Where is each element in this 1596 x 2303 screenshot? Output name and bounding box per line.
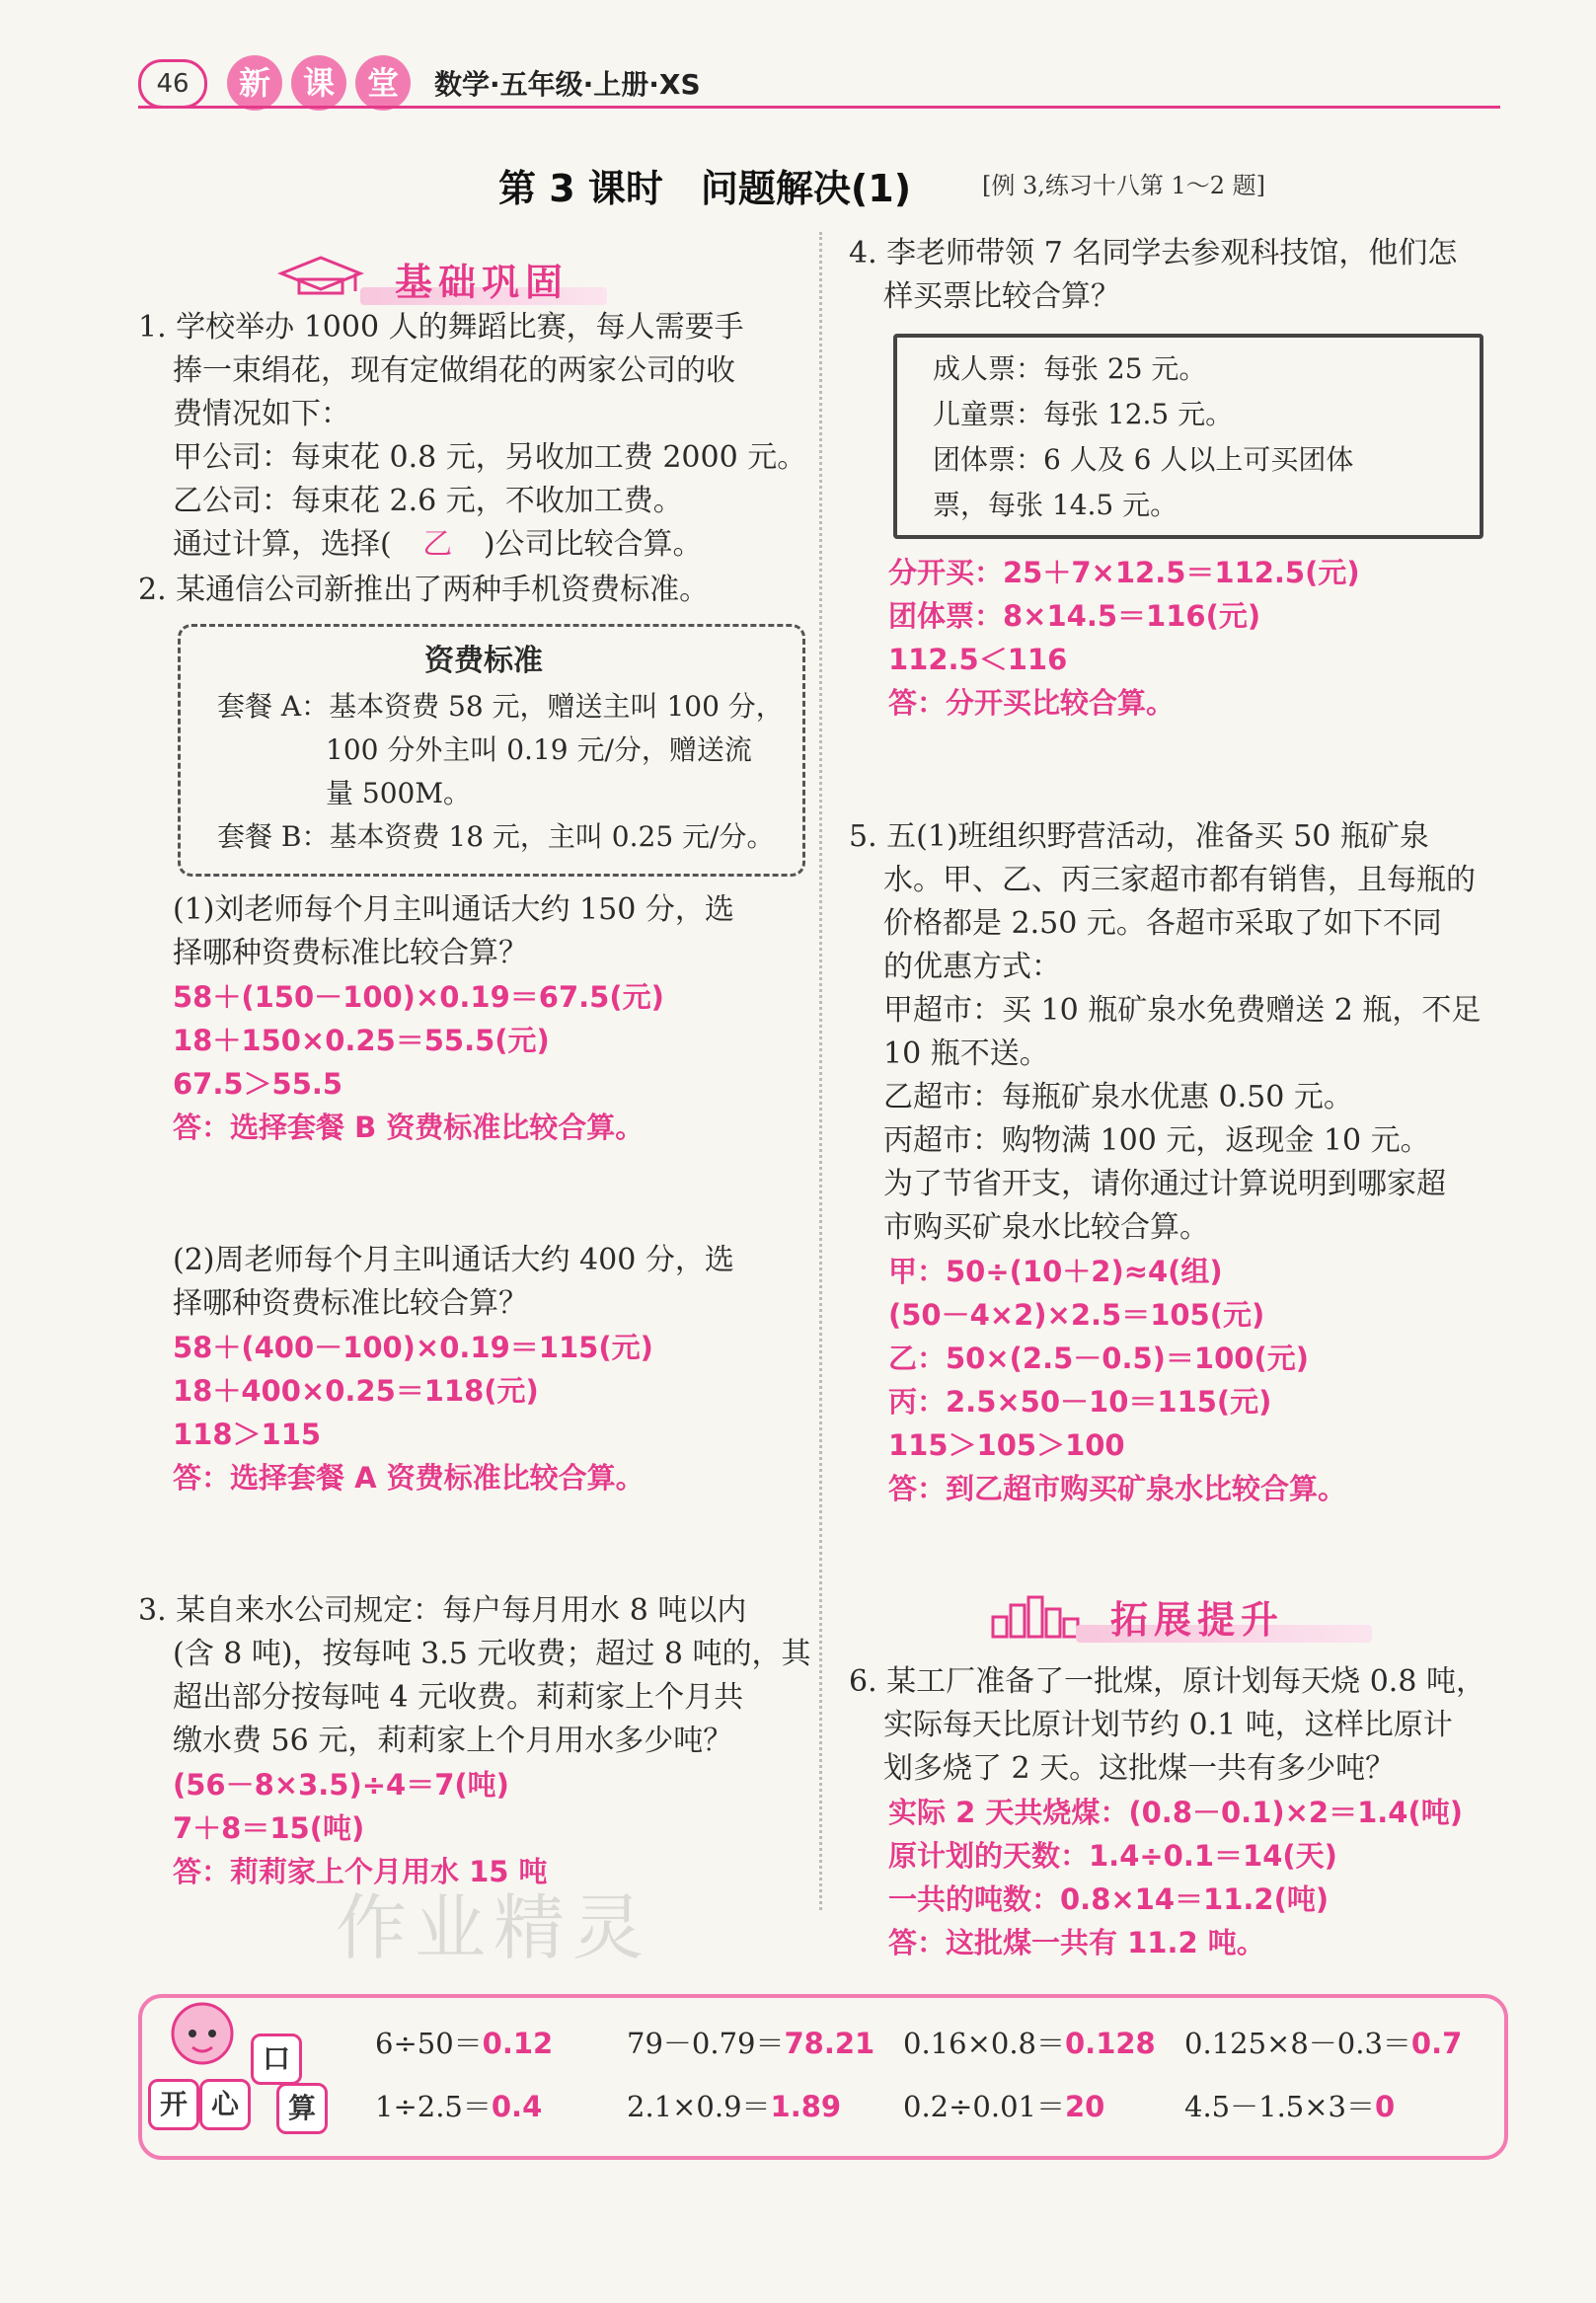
- q2-part1-line: (1)刘老师每个月主叫通话大约 150 分，选: [173, 892, 734, 927]
- mental-item: 0.16×0.8＝0.128: [903, 2027, 1156, 2060]
- tariff-line: 套餐 B：基本资费 18 元，主叫 0.25 元/分。: [217, 820, 775, 853]
- q5-line: 价格都是 2.50 元。各超市采取了如下不同: [883, 906, 1442, 941]
- q2-intro: 2. 某通信公司新推出了两种手机资费标准。: [138, 573, 710, 607]
- mental-label-char: 开: [148, 2079, 199, 2130]
- mental-item: 0.125×8－0.3＝0.7: [1184, 2027, 1463, 2060]
- q2-part1-answer: 67.5＞55.5: [173, 1067, 343, 1101]
- ticket-line: 团体票：6 人及 6 人以上可买团体: [933, 443, 1354, 476]
- mental-item: 4.5－1.5×3＝0: [1184, 2090, 1396, 2123]
- section-extend-title: 拓展提升: [1110, 1598, 1285, 1642]
- q3-line: 超出部分按每吨 4 元收费。莉莉家上个月共: [173, 1680, 744, 1715]
- q5-answer: 乙：50×(2.5－0.5)＝100(元): [888, 1342, 1309, 1375]
- q5-line: 丙超市：购物满 100 元，返现金 10 元。: [883, 1123, 1430, 1158]
- q1-line: 甲公司：每束花 0.8 元，另收加工费 2000 元。: [173, 440, 807, 475]
- q2-part1-answer: 58＋(150－100)×0.19＝67.5(元): [173, 980, 664, 1014]
- tariff-line: 量 500M。: [326, 777, 472, 809]
- q1-choice-answer: 乙: [422, 527, 453, 562]
- q5-line: 水。甲、乙、丙三家超市都有销售，且每瓶的: [883, 863, 1476, 897]
- q5-answer: 115＞105＞100: [888, 1428, 1125, 1462]
- q3-answer: (56－8×3.5)÷4＝7(吨): [173, 1768, 509, 1802]
- q4-answer: 分开买：25＋7×12.5＝112.5(元): [888, 556, 1360, 589]
- q2-part2-line: (2)周老师每个月主叫通话大约 400 分，选: [173, 1243, 734, 1277]
- q5-answer: 答：到乙超市购买矿泉水比较合算。: [888, 1472, 1347, 1505]
- q6-answer: 答：这批煤一共有 11.2 吨。: [888, 1926, 1265, 1959]
- q5-line: 市购买矿泉水比较合算。: [883, 1210, 1209, 1245]
- q6-answer: 原计划的天数：1.4÷0.1＝14(天): [888, 1839, 1337, 1873]
- q2-part1-answer: 答：选择套餐 B 资费标准比较合算。: [173, 1111, 645, 1144]
- q2-part2-answer: 答：选择套餐 A 资费标准比较合算。: [173, 1461, 645, 1495]
- graduation-cap-icon: [271, 252, 370, 301]
- q5-line: 乙超市：每瓶矿泉水优惠 0.50 元。: [883, 1080, 1353, 1114]
- section-basic-title: 基础巩固: [395, 261, 570, 304]
- watermark: 作业精灵: [336, 1886, 652, 1969]
- tariff-line: 套餐 A：基本资费 58 元，赠送主叫 100 分，: [217, 690, 784, 723]
- q1-line: 1. 学校举办 1000 人的舞蹈比赛，每人需要手: [138, 310, 744, 345]
- q4-line: 4. 李老师带领 7 名同学去参观科技馆，他们怎: [849, 236, 1458, 270]
- q6-line: 划多烧了 2 天。这批煤一共有多少吨？: [883, 1751, 1396, 1786]
- girl-icon: [158, 1994, 247, 2093]
- ticket-line: 票，每张 14.5 元。: [933, 489, 1178, 521]
- mental-item: 79－0.79＝78.21: [627, 2027, 875, 2060]
- q2-part2-answer: 58＋(400－100)×0.19＝115(元): [173, 1331, 653, 1364]
- q2-part1-line: 择哪种资费标准比较合算？: [173, 936, 528, 970]
- mental-math-panel: [138, 1994, 1508, 2160]
- q4-answer: 团体票：8×14.5＝116(元): [888, 599, 1261, 633]
- q1-line: 乙公司：每束花 2.6 元，不收加工费。: [173, 484, 683, 518]
- mental-item: 0.2÷0.01＝20: [903, 2090, 1105, 2123]
- q3-answer: 7＋8＝15(吨): [173, 1811, 365, 1845]
- q5-answer: 甲：50÷(10＋2)≈4(组): [888, 1255, 1223, 1288]
- q6-line: 6. 某工厂准备了一批煤，原计划每天烧 0.8 吨，: [849, 1664, 1485, 1699]
- q2-part1-answer: 18＋150×0.25＝55.5(元): [173, 1024, 550, 1057]
- q5-line: 10 瓶不送。: [883, 1036, 1049, 1071]
- q2-part2-line: 择哪种资费标准比较合算？: [173, 1286, 528, 1321]
- q6-line: 实际每天比原计划节约 0.1 吨，这样比原计: [883, 1708, 1453, 1742]
- q4-answer: 答：分开买比较合算。: [888, 686, 1176, 720]
- brand-char-1: 新: [227, 55, 282, 111]
- q2-part2-answer: 18＋400×0.25＝118(元): [173, 1374, 539, 1408]
- lesson-note: [例 3,练习十八第 1～2 题]: [982, 172, 1266, 199]
- mental-label-char: 口: [251, 2034, 302, 2085]
- q3-line: (含 8 吨)，按每吨 3.5 元收费；超过 8 吨的，其: [173, 1637, 811, 1671]
- tariff-box-title: 资费标准: [424, 644, 543, 678]
- tariff-line: 100 分外主叫 0.19 元/分，赠送流: [326, 733, 752, 766]
- lesson-title: 第 3 课时 问题解决(1): [498, 167, 912, 210]
- q2-part2-answer: 118＞115: [173, 1418, 322, 1451]
- mental-item: 1÷2.5＝0.4: [375, 2090, 543, 2123]
- mental-label-char: 心: [199, 2079, 251, 2130]
- brand-char-2: 课: [291, 55, 346, 111]
- q3-line: 缴水费 56 元，莉莉家上个月用水多少吨？: [173, 1724, 733, 1758]
- q5-line: 5. 五(1)班组织野营活动，准备买 50 瓶矿泉: [849, 819, 1429, 854]
- page-number: 46: [138, 59, 207, 109]
- q1-line: 捧一束绢花，现有定做绢花的两家公司的收: [173, 353, 735, 388]
- mental-item: 2.1×0.9＝1.89: [627, 2090, 842, 2123]
- book-info: 数学·五年级·上册·XS: [434, 68, 701, 101]
- mental-label-char: 算: [276, 2083, 328, 2134]
- q5-line: 甲超市：买 10 瓶矿泉水免费赠送 2 瓶，不足: [883, 993, 1482, 1028]
- column-divider: [819, 232, 822, 1910]
- q6-answer: 一共的吨数：0.8×14＝11.2(吨): [888, 1882, 1330, 1916]
- q1-choice-line: [173, 523, 703, 567]
- ticket-line: 儿童票：每张 12.5 元。: [933, 398, 1234, 430]
- q1-line: 费情况如下：: [173, 397, 350, 431]
- q4-answer: 112.5＜116: [888, 643, 1068, 676]
- q5-line: 为了节省开支，请你通过计算说明到哪家超: [883, 1167, 1446, 1201]
- q1-choice-after: )公司比较合算。: [483, 527, 703, 562]
- brand-char-3: 堂: [355, 55, 411, 111]
- q1-choice-before: 通过计算，选择(: [173, 527, 392, 562]
- mental-item: 6÷50＝0.12: [375, 2027, 554, 2060]
- header-rule: [138, 106, 1500, 109]
- q3-line: 3. 某自来水公司规定：每户每月用水 8 吨以内: [138, 1593, 747, 1628]
- q5-line: 的优惠方式：: [883, 950, 1061, 984]
- ticket-line: 成人票：每张 25 元。: [933, 352, 1207, 385]
- q3-answer: 答：莉莉家上个月用水 15 吨: [173, 1855, 548, 1888]
- q4-line: 样买票比较合算？: [883, 279, 1120, 314]
- q6-answer: 实际 2 天共烧煤：(0.8－0.1)×2＝1.4(吨): [888, 1796, 1463, 1829]
- q5-answer: 丙：2.5×50－10＝115(元): [888, 1385, 1272, 1419]
- q5-answer: (50－4×2)×2.5＝105(元): [888, 1298, 1265, 1332]
